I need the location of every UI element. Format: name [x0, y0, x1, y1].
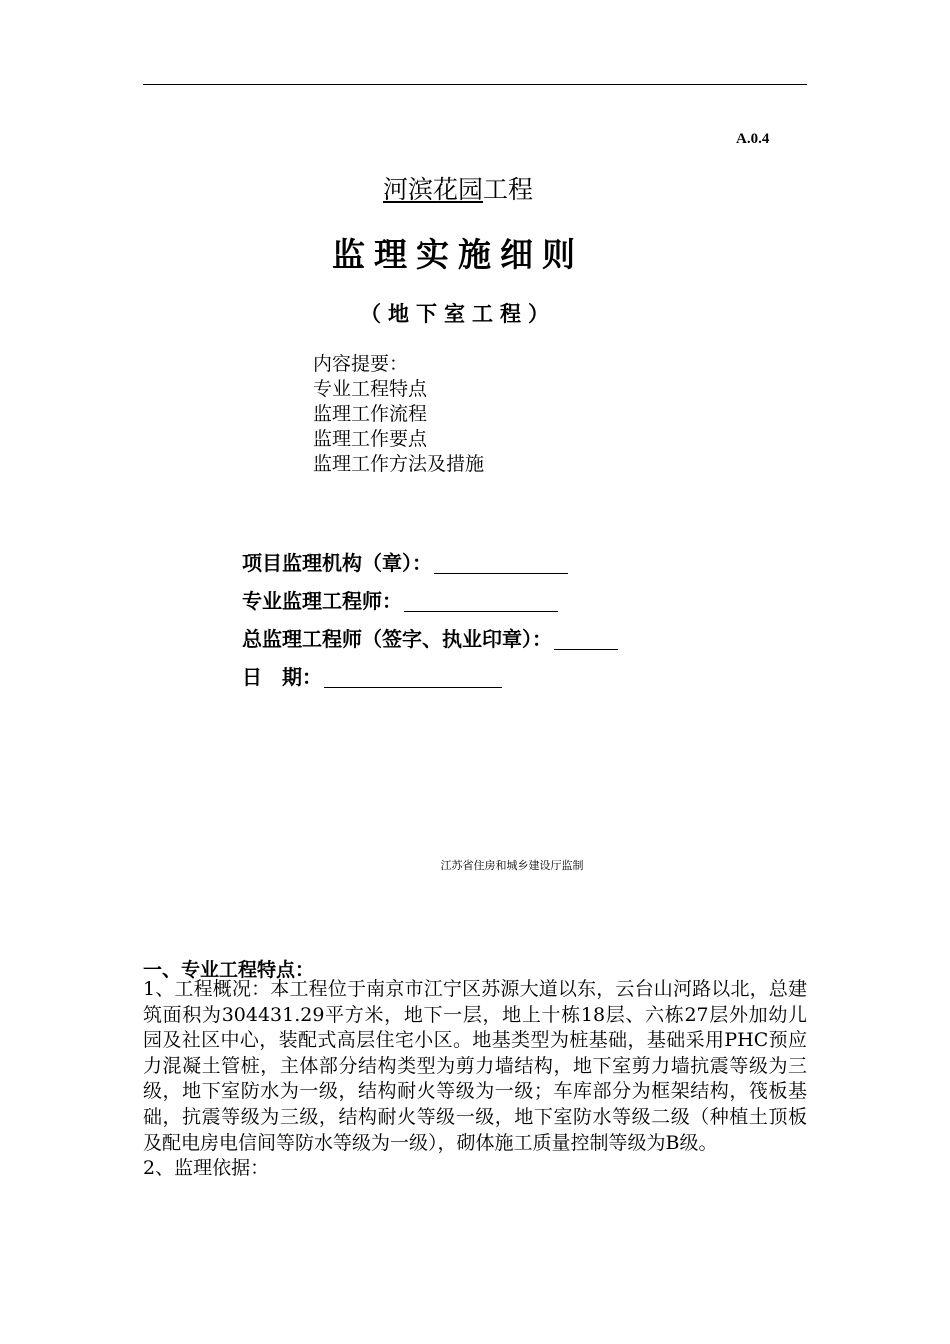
contents-summary: [313, 352, 484, 477]
document-subtitle: （地下室工程）: [360, 302, 556, 326]
summary-item: 监理工作方法及措施: [313, 453, 485, 475]
summary-item: 监理工作要点: [313, 428, 428, 450]
project-title: [0, 170, 916, 206]
section-body: [143, 977, 807, 1182]
signature-block: [242, 548, 618, 700]
org-seal-label: 项目监理机构（章）：: [242, 551, 432, 575]
chief-engineer-line: [242, 624, 618, 662]
issuer-note: 江苏省住房和城乡建设厅监制: [440, 859, 584, 872]
summary-item: 监理工作流程: [313, 403, 428, 425]
engineer-label: 专业监理工程师：: [242, 589, 402, 613]
supervision-basis-paragraph: 2、监理依据：: [143, 1157, 270, 1180]
engineer-line: [242, 586, 618, 624]
project-name: 河滨花园: [382, 175, 483, 204]
summary-label: 内容提要：: [313, 353, 409, 375]
date-label: 日 期：: [242, 665, 322, 689]
summary-item: 专业工程特点: [313, 378, 428, 400]
org-seal-blank[interactable]: [434, 548, 568, 574]
chief-engineer-blank[interactable]: [554, 624, 618, 650]
section-heading: 一、专业工程特点：: [143, 959, 315, 981]
chief-engineer-label: 总监理工程师（签字、执业印章）：: [242, 627, 552, 651]
project-overview-paragraph: 1、工程概况：本工程位于南京市江宁区苏源大道以东，云台山河路以北，总建筑面积为304431.29平方米，地下一层，地上十栋18层、六栋27层外加幼儿园及社区中心，装配式高层住宅小区。地基类型为桩基础，基础采用PHC预应力混凝土管桩，主体部分结构类型为剪力墙结构，地下室剪力墙抗震等级为三级，地下室防水为一级，结构耐火等级为一级；车库部分为框架结构，筏板基础，抗震等级为三级，结构耐火等级一级，地下室防水等级二级（种植土顶板及配电房电信间等防水等级为一级），砌体施工质量控制等级为B级。: [143, 978, 807, 1154]
date-blank[interactable]: [324, 662, 502, 688]
date-line: [242, 662, 618, 700]
document-title: 监理实施细则: [332, 235, 584, 274]
form-code: A.0.4: [736, 131, 770, 147]
project-suffix: 工程: [483, 175, 534, 204]
org-seal-line: [242, 548, 618, 586]
header-rule: [143, 84, 807, 85]
engineer-blank[interactable]: [404, 586, 558, 612]
